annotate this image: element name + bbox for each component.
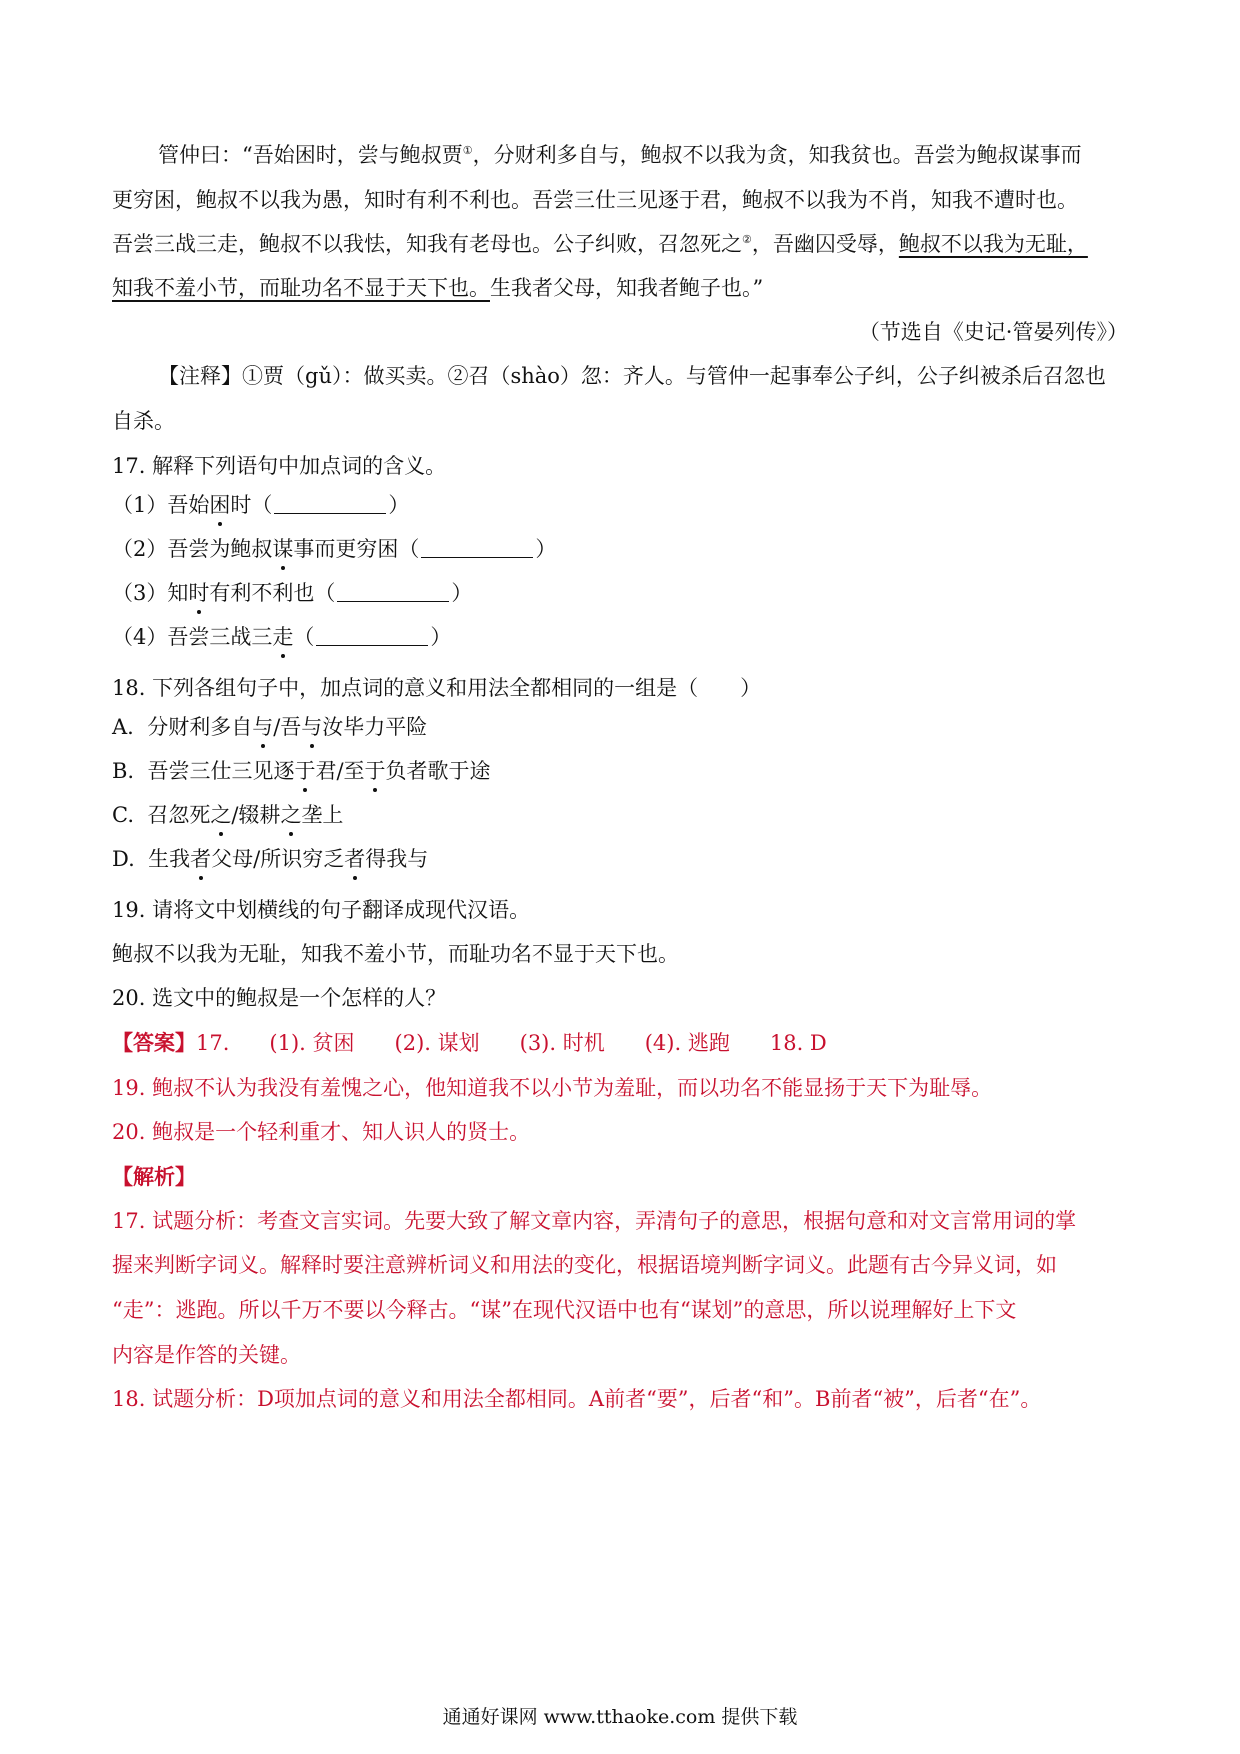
option-label: A. [112, 715, 134, 739]
option-label: B. [112, 759, 135, 783]
q17-item-text: ） [388, 493, 410, 517]
answer-17-part: (1). 贫困 [269, 1031, 355, 1055]
q17-item-text: 有利不利也（ [209, 581, 336, 605]
dotted-word: 于 [365, 756, 386, 786]
q17-item-text: （ [293, 625, 315, 649]
dotted-word: 之 [210, 800, 231, 830]
q17-item-4 [112, 622, 1132, 652]
passage-text: 管仲曰：“吾始困时，尝与鲍叔贾 [158, 143, 463, 167]
footnote-marker-1: ① [462, 144, 473, 157]
q17-item-text: 事而更穷困（ [293, 537, 420, 561]
q18-option-a [112, 712, 1132, 742]
dotted-word: 者 [190, 844, 211, 874]
q17-item-text: （3）知 [112, 581, 189, 605]
option-text: 召忽死 [147, 803, 211, 827]
q17-item-text: （1）吾始 [112, 493, 210, 517]
option-text: 生我 [148, 847, 191, 871]
analysis-18-line-1: 18. 试题分析：D项加点词的意义和用法全都相同。A前者“要”，后者“和”。B前者“被”，后者“在”。 [112, 1387, 1042, 1411]
dotted-word: 于 [294, 756, 315, 786]
answer-17-part: (2). 谋划 [394, 1031, 480, 1055]
q17-item-3 [112, 578, 1132, 608]
q19-sentence: 鲍叔不以我为无耻，知我不羞小节，而耻功名不显于天下也。 [112, 942, 679, 966]
option-text: /吾 [273, 715, 302, 739]
option-text: 垄上 [301, 803, 344, 827]
passage-text: 吾尝三战三走，鲍叔不以我怯，知我有老母也。公子纠败，召忽死之 [112, 232, 742, 256]
passage-line-4 [112, 273, 1132, 303]
analysis-label: 【解析】 [112, 1164, 196, 1189]
q17-item-2 [112, 534, 1132, 564]
option-text: 君/至 [315, 759, 365, 783]
dotted-word: 之 [280, 800, 301, 830]
answer-blank[interactable] [421, 537, 533, 558]
passage-text: 生我者父母，知我者鲍子也。” [490, 276, 764, 300]
option-text: 汝毕力平险 [322, 715, 428, 739]
analysis-17-line-2: 握来判断字词义。解释时要注意辨析词义和用法的变化，根据语境判断字词义。此题有古今异义词，如 [112, 1253, 1057, 1277]
passage-line-3 [112, 229, 1132, 259]
q17-item-text: ） [451, 581, 473, 605]
answer-line-1 [112, 1028, 1132, 1058]
passage-text: ，吾幽囚受辱， [751, 232, 899, 256]
answer-blank[interactable] [274, 493, 386, 514]
dotted-word: 困 [209, 490, 230, 520]
option-label: D. [112, 847, 135, 871]
dotted-word: 谋 [272, 534, 293, 564]
q20-stem: 20. 选文中的鲍叔是一个怎样的人？ [112, 986, 447, 1010]
q17-item-text: ） [535, 537, 557, 561]
option-text: 分财利多自 [147, 715, 253, 739]
notes-line-1: 【注释】①贾（gǔ）：做买卖。②召（shào）忽：齐人。与管仲一起事奉公子纠，公子纠被杀后召忽也 [158, 364, 1106, 388]
answer-19: 19. 鲍叔不认为我没有羞愧之心，他知道我不以小节为羞耻，而以功名不能显扬于天下为耻辱。 [112, 1076, 993, 1100]
option-label: C. [112, 803, 134, 827]
dotted-word: 走 [272, 622, 293, 652]
dotted-word: 时 [188, 578, 209, 608]
option-text: 负者歌于途 [385, 759, 491, 783]
q17-item-text: ） [430, 625, 452, 649]
dotted-word: 与 [301, 712, 322, 742]
answer-blank[interactable] [337, 581, 449, 602]
q17-item-1 [112, 490, 1132, 520]
underlined-sentence: 知我不羞小节，而耻功名不显于天下也。 [112, 276, 490, 300]
dotted-word: 者 [344, 844, 365, 874]
passage-source: （节选自《史记·管晏列传》） [858, 320, 1128, 344]
q17-item-text: 时（ [230, 493, 273, 517]
q18-option-b [112, 756, 1132, 786]
answer-20: 20. 鲍叔是一个轻利重才、知人识人的贤士。 [112, 1120, 531, 1144]
answer-label: 【答案】 [112, 1030, 196, 1055]
q18-option-c [112, 800, 1132, 830]
passage-text: ，分财利多自与，鲍叔不以我为贪，知我贫也。吾尝为鲍叔谋事而 [472, 143, 1082, 167]
answer-17-part: (3). 时机 [519, 1031, 605, 1055]
answer-17-number: 17. [196, 1031, 230, 1055]
q17-stem: 17. 解释下列语句中加点词的含义。 [112, 454, 447, 478]
answer-17-part: (4). 逃跑 [644, 1031, 730, 1055]
option-text: 父母/所识穷乏 [211, 847, 345, 871]
notes-line-2: 自杀。 [112, 409, 175, 433]
analysis-17-line-3: “走”：逃跑。所以千万不要以今释古。“谋”在现代汉语中也有“谋划”的意思，所以说理解好上下文 [112, 1298, 1017, 1322]
passage-line-1 [158, 140, 1178, 170]
footnote-marker-2: ② [742, 233, 752, 246]
answer-18: 18. D [769, 1031, 827, 1055]
passage-line-2: 更穷困，鲍叔不以我为愚，知时有利不利也。吾尝三仕三见逐于君，鲍叔不以我为不肖，知我不遭时也。 [112, 188, 1078, 212]
option-text: /辍耕 [231, 803, 281, 827]
page-footer: 通通好课网 www.tthaoke.com 提供下载 [442, 1706, 798, 1728]
dotted-word: 与 [252, 712, 273, 742]
q17-item-text: （2）吾尝为鲍叔 [112, 537, 273, 561]
q18-option-d [112, 844, 1132, 874]
option-text: 吾尝三仕三见逐 [147, 759, 295, 783]
answer-blank[interactable] [316, 625, 428, 646]
q19-stem: 19. 请将文中划横线的句子翻译成现代汉语。 [112, 898, 531, 922]
underlined-sentence: 鲍叔不以我为无耻， [898, 232, 1088, 256]
option-text: 得我与 [365, 847, 429, 871]
q18-stem: 18. 下列各组句子中，加点词的意义和用法全都相同的一组是（ ） [112, 676, 762, 700]
analysis-17-line-4: 内容是作答的关键。 [112, 1343, 301, 1367]
analysis-17-line-1: 17. 试题分析：考查文言实词。先要大致了解文章内容，弄清句子的意思，根据句意和对文言常用词的掌 [112, 1209, 1077, 1233]
q17-item-text: （4）吾尝三战三 [112, 625, 273, 649]
